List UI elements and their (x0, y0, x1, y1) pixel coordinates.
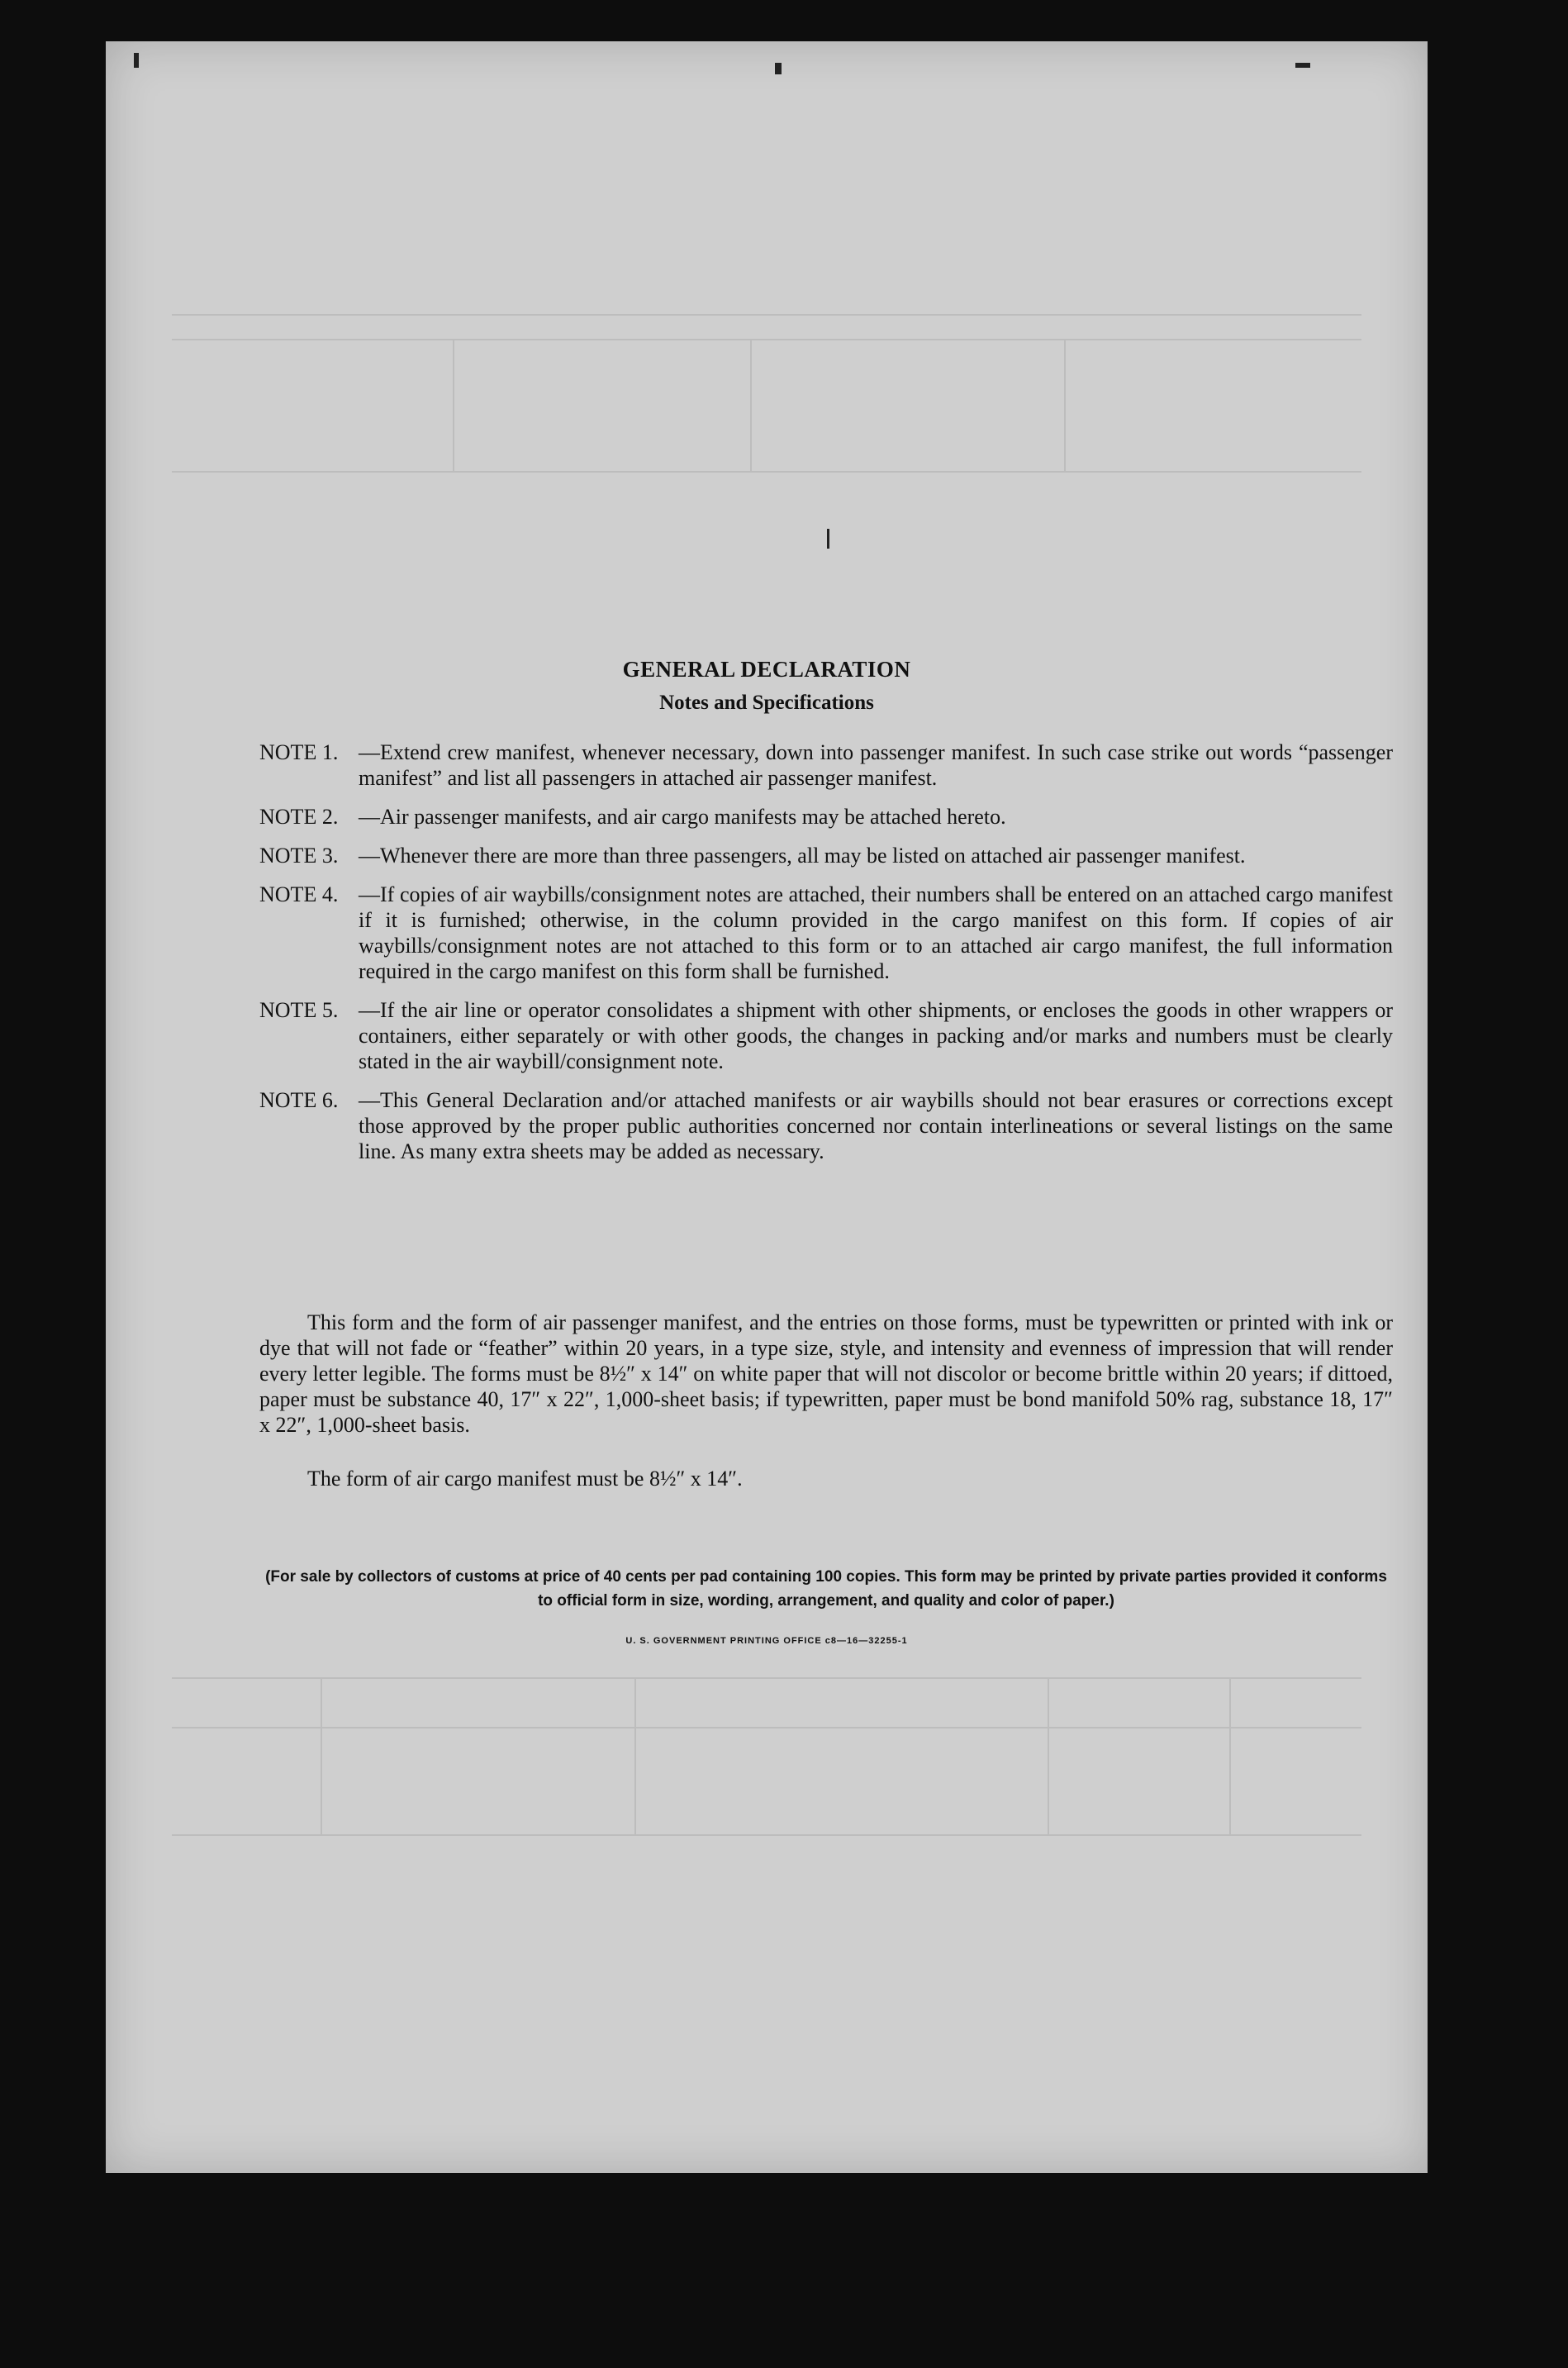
note-text: —Whenever there are more than three passengers, all may be listed on attached air passenger manifest. (359, 844, 1246, 868)
sale-note: (For sale by collectors of customs at price of 40 cents per pad containing 100 copies. This form may be printed by private parties provided it conforms to official form in size, wording, arrangement, and quality and color of paper.) (265, 1568, 1387, 1610)
note-item (259, 843, 1393, 868)
document-body (106, 41, 1428, 2173)
note-text: —If copies of air waybills/consignment notes are attached, their numbers shall be entered on an attached cargo manifest if it is furnished; otherwise, in the column provided in the cargo manifest on this form. If copies of air waybills/consignment notes are not attached to this form or to an attached air cargo manifest, the full information required in the cargo manifest on this form shall be furnished. (359, 882, 1393, 983)
page-subtitle: Notes and Specifications (659, 692, 874, 714)
note-label: NOTE 1. (259, 740, 339, 764)
notes-list (259, 739, 1393, 1177)
note-text: —This General Declaration and/or attached manifests or air waybills should not bear erasures or corrections except those approved by the proper public authorities concerned nor contain interlineations or several listings on the same line. As many extra sheets may be added as necessary. (359, 1088, 1393, 1163)
note-label: NOTE 4. (259, 882, 339, 906)
note-label: NOTE 3. (259, 844, 339, 868)
note-label: NOTE 5. (259, 998, 339, 1022)
note-item (259, 804, 1393, 830)
note-item (259, 997, 1393, 1074)
printer-imprint: U. S. GOVERNMENT PRINTING OFFICE c8—16—32255-1 (625, 1636, 908, 1646)
page-title: GENERAL DECLARATION (622, 657, 911, 682)
note-text: —If the air line or operator consolidates a shipment with other shipments, or encloses the goods in other wrappers or containers, either separately or with other goods, the changes in packing and/or marks and numbers must be clearly stated in the air waybill/consignment note. (359, 998, 1393, 1073)
specification-paragraph: This form and the form of air passenger manifest, and the entries on those forms, must be typewritten or printed with ink or dye that will not fade or “feather” within 20 years, in a type size, style, and intensity and evenness of impression that will render every letter legible. The forms must be 8½″ x 14″ on white paper that will not discolor or become brittle within 20 years; if dittoed, paper must be substance 40, 17″ x 22″, 1,000-sheet basis; if typewritten, paper must be bond manifold 50% rag, substance 18, 17″ x 22″, 1,000-sheet basis. (259, 1310, 1393, 1437)
note-label: NOTE 6. (259, 1088, 339, 1112)
document-page (106, 41, 1428, 2173)
note-text: —Extend crew manifest, whenever necessary, down into passenger manifest. In such case strike out words “passenger manifest” and list all passengers in attached air passenger manifest. (359, 740, 1393, 790)
cargo-manifest-size-line: The form of air cargo manifest must be 8½″ x 14″. (307, 1467, 743, 1491)
note-item (259, 882, 1393, 984)
note-item (259, 739, 1393, 791)
note-item (259, 1087, 1393, 1164)
note-text: —Air passenger manifests, and air cargo manifests may be attached hereto. (359, 805, 1006, 829)
note-label: NOTE 2. (259, 805, 339, 829)
